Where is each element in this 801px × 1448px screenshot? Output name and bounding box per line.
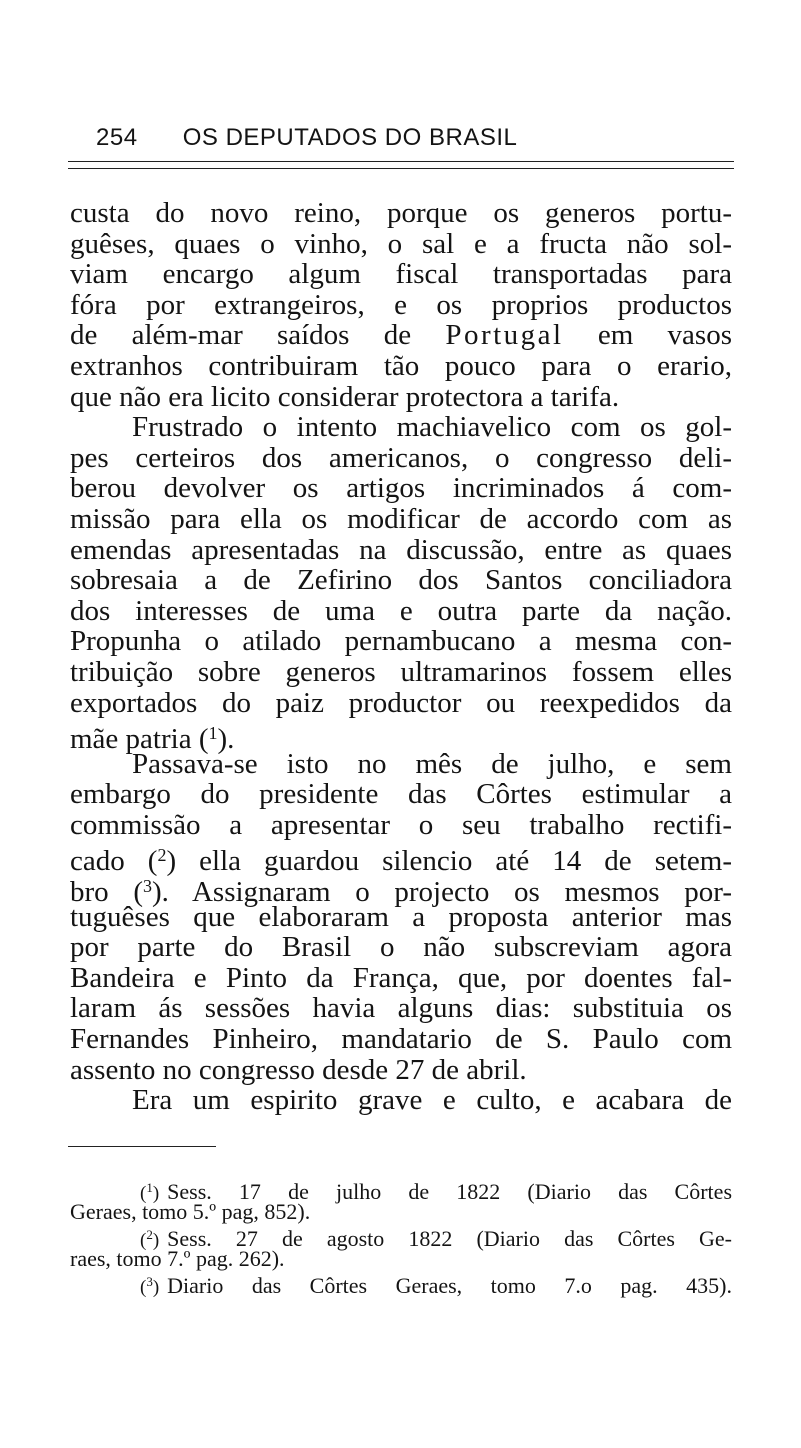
text-line: laram ás sessões havia alguns dias: substituia os (70, 992, 732, 1025)
text-line: sobresaia a de Zefirino dos Santos conciliadora (70, 564, 732, 597)
text-line (70, 320, 732, 351)
text-line: pes certeiros dos americanos, o congresso deli- (70, 441, 732, 474)
paragraph-start: Era um espirito grave e culto, e acabara de (132, 1084, 732, 1117)
page-number: 254 (96, 124, 138, 151)
text-line: tuguêses que elaboraram a proposta anterior mas (70, 900, 732, 933)
text-segment: em vasos (597, 319, 732, 352)
text-line: Propunha o atilado pernambucano a mesma con- (70, 625, 732, 658)
footnote-2 (70, 1223, 732, 1252)
footnotes (70, 1176, 732, 1299)
paragraph-start: Frustrado o intento machiavelico com os gol- (132, 411, 732, 444)
text-segment: mãe patria ( (70, 723, 209, 756)
text-segment: cado ( (70, 845, 158, 878)
text-line: missão para ella os modificar de accordo com as (70, 502, 732, 535)
text-line: viam encargo algum fiscal transportadas para (70, 258, 732, 291)
text-line: assento no congresso desde 27 de abril. (70, 1053, 527, 1086)
text-segment: ) ella guardou silencio até 14 de setem- (166, 845, 732, 878)
text-line: embargo do presidente das Côrtes estimular a (70, 778, 732, 811)
text-line: exportados do paiz productor ou reexpedidos da (70, 686, 732, 719)
emphasized-word: Portugal (445, 319, 564, 352)
footnote-marker (140, 1274, 160, 1299)
running-title: OS DEPUTADOS DO BRASIL (182, 124, 518, 151)
marker-number: 1 (146, 1180, 153, 1195)
text-line: berou devolver os artigos incriminados á com- (70, 472, 732, 505)
text-line: tribuição sobre generos ultramarinos fossem elles (70, 655, 732, 688)
marker-paren: ) (152, 1183, 160, 1204)
marker-paren: ( (140, 1230, 147, 1252)
footnote-text: Diario das Côrtes Geraes, tomo 7.o pag. 435). (167, 1273, 732, 1299)
marker-paren: ( (140, 1183, 147, 1204)
footnote-1-cont: Geraes, tomo 5.º pag, 852). (70, 1198, 311, 1224)
text-line (70, 871, 732, 909)
text-segment: ). (217, 723, 235, 756)
header-rule (68, 161, 734, 162)
text-line: commissão a apresentar o seu trabalho rectifi- (70, 808, 732, 841)
paragraph-start: Passava-se isto no mês de julho, e sem (132, 747, 732, 780)
text-line: custa do novo reino, porque os generos portu- (70, 197, 732, 229)
marker-paren: ) (152, 1277, 160, 1299)
text-line: que não era licito considerar protectora a tarifa. (70, 380, 620, 413)
text-segment: bro ( (70, 876, 143, 909)
marker-number: 3 (146, 1274, 153, 1290)
text-line: guêses, quaes o vinho, o sal e a fructa não sol- (70, 227, 732, 260)
marker-paren: ( (140, 1277, 147, 1299)
text-line: emendas apresentadas na discussão, entre as quaes (70, 533, 732, 566)
marker-paren: ) (152, 1230, 160, 1252)
body-text (70, 198, 732, 1116)
header-rule-thin (68, 168, 734, 169)
text-segment: de além-mar saídos de (70, 319, 412, 352)
footnote-2-cont: raes, tomo 7.º pag. 262). (70, 1245, 285, 1271)
footnote-text: Sess. 17 de julho de 1822 (Diario das Côrtes (167, 1179, 732, 1204)
footnote-rule (68, 1146, 216, 1147)
text-line: dos interesses de uma e outra parte da nação. (70, 594, 732, 627)
text-line: Fernandes Pinheiro, mandatario de S. Paulo com (70, 1023, 732, 1056)
marker-number: 2 (146, 1227, 153, 1243)
text-line: extranhos contribuiram tão pouco para o erario, (70, 349, 732, 382)
footnote-ref: 1 (208, 723, 218, 744)
footnote-ref: 2 (157, 845, 167, 866)
footnote-ref: 3 (143, 876, 152, 897)
text-line: fóra por extrangeiros, e os proprios productos (70, 288, 732, 321)
text-line (70, 840, 732, 878)
text-line: por parte do Brasil o não subscreviam agora (70, 931, 732, 964)
text-line (70, 718, 732, 756)
footnote-text: Sess. 27 de agosto 1822 (Diario das Côrtes Ge- (167, 1226, 732, 1252)
footnote-1 (70, 1176, 732, 1204)
running-header (96, 124, 736, 158)
text-line: Bandeira e Pinto da França, que, por doentes fal- (70, 961, 732, 994)
footnote-3 (70, 1270, 732, 1299)
text-segment: ). Assignaram o projecto os mesmos por- (152, 876, 732, 909)
